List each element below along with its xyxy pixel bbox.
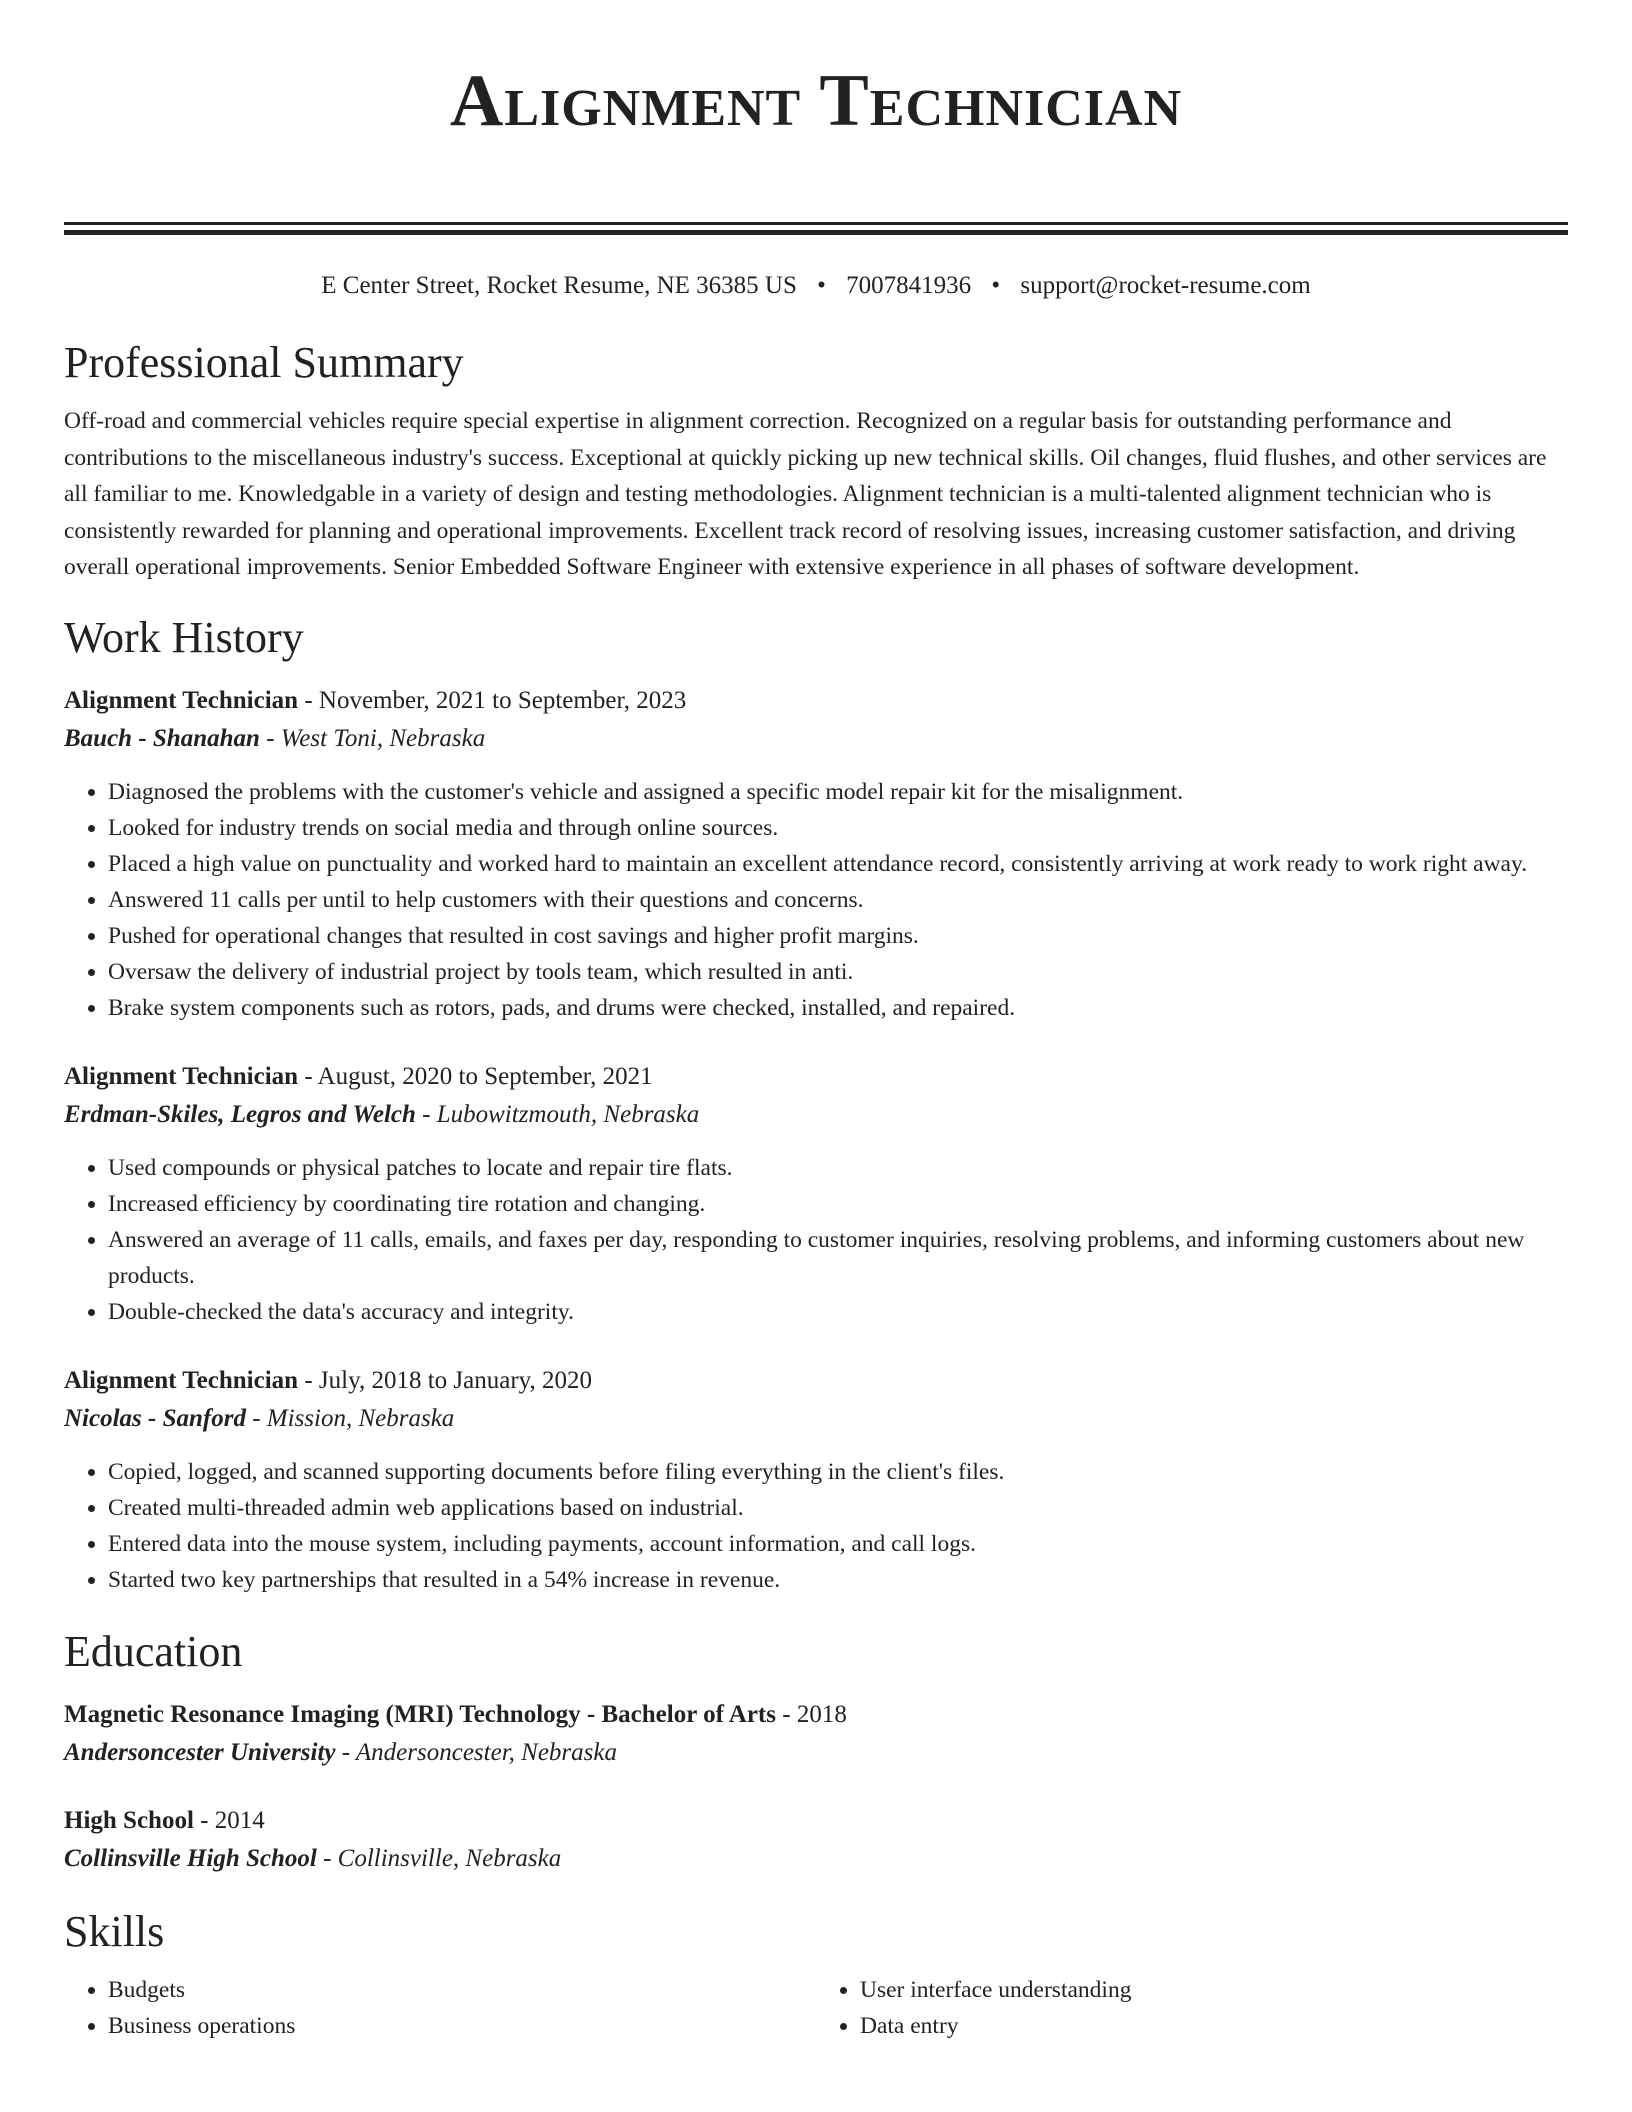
list-item: • Placed a high value on punctuality and worked hard to maintain an excellent attendance record, consistently arriving at work ready to work right away.: [108, 846, 1568, 882]
job-company-line: [64, 1098, 1568, 1132]
education-heading: Education: [64, 1626, 243, 1676]
list-item: • Data entry: [860, 2008, 1568, 2044]
list-item: • Answered an average of 11 calls, emails, and faxes per day, responding to customer inquiries, resolving problems, and informing customers about new products.: [108, 1222, 1568, 1294]
summary-text: Off-road and commercial vehicles require special expertise in alignment correction. Recognized on a regular basis for outstanding performance and contributions to the miscellaneous industry's success. Exceptional at quickly picking up new technical skills. Oil changes, fluid flushes, and other services are all familiar to me. Knowledgable in a variety of design and testing methodologies. Alignment technician is a multi-talented alignment technician who is consistently rewarded for planning and operational improvements. Excellent track record of resolving issues, increasing customer satisfaction, and driving overall operational improvements. Senior Embedded Software Engineer with extensive experience in all phases of software development.: [64, 408, 1547, 580]
education-school-line: [64, 1842, 1568, 1876]
job-company: Bauch - Shanahan: [64, 724, 260, 752]
education-header: [64, 1804, 1568, 1838]
job-entry: [64, 684, 1568, 1026]
education-degree: Magnetic Resonance Imaging (MRI) Technology - Bachelor of Arts: [64, 1700, 776, 1728]
education-year: - 2018: [776, 1700, 847, 1728]
job-location: - West Toni, Nebraska: [259, 724, 486, 752]
resume-name: Alignment Technician: [449, 60, 1183, 142]
list-item: • Budgets: [108, 1972, 816, 2008]
list-item: • Looked for industry trends on social media and through online sources.: [108, 810, 1568, 846]
education-degree: High School: [64, 1806, 194, 1834]
contact-email: support@rocket-resume.com: [1020, 272, 1311, 299]
list-item: • Increased efficiency by coordinating tire rotation and changing.: [108, 1186, 1568, 1222]
job-role: Alignment Technician: [64, 686, 299, 714]
contact-line: [64, 271, 1568, 301]
job-dates: - August, 2020 to September, 2021: [298, 1062, 653, 1090]
contact-phone: 7007841936: [846, 272, 972, 299]
job-location: - Mission, Nebraska: [245, 1404, 455, 1432]
summary-heading: Professional Summary: [64, 338, 464, 387]
job-header: [64, 1060, 1568, 1094]
skills-heading: Skills: [64, 1906, 165, 1956]
job-dates: - November, 2021 to September, 2023: [298, 686, 687, 714]
job-dates: - July, 2018 to January, 2020: [298, 1366, 593, 1394]
education-year: - 2014: [193, 1806, 265, 1834]
education-location: - Andersoncester, Nebraska: [335, 1738, 617, 1766]
list-item: • Pushed for operational changes that resulted in cost savings and higher profit margins.: [108, 918, 1568, 954]
education-entry: [64, 1804, 1568, 1876]
education-school-line: [64, 1736, 1568, 1770]
contact-separator: •: [817, 272, 826, 299]
skills-list-right: [816, 1972, 1568, 2044]
list-item: • Used compounds or physical patches to locate and repair tire flats.: [108, 1150, 1568, 1186]
education-header: [64, 1698, 1568, 1732]
skills-columns: [64, 1972, 1568, 2044]
job-bullets: [64, 1150, 1568, 1330]
job-location: - Lubowitzmouth, Nebraska: [415, 1100, 700, 1128]
job-role: Alignment Technician: [64, 1062, 299, 1090]
contact-address: E Center Street, Rocket Resume, NE 36385 US: [321, 272, 797, 299]
header-divider: [64, 222, 1568, 235]
contact-separator: •: [991, 272, 1001, 299]
list-item: • Started two key partnerships that resulted in a 54% increase in revenue.: [108, 1562, 1568, 1598]
list-item: • Entered data into the mouse system, including payments, account information, and call logs.: [108, 1526, 1568, 1562]
list-item: • Double-checked the data's accuracy and integrity.: [108, 1294, 1568, 1330]
job-bullets: [64, 1454, 1568, 1598]
list-item: • Oversaw the delivery of industrial project by tools team, which resulted in anti.: [108, 954, 1568, 990]
job-header: [64, 684, 1568, 718]
education-school: Collinsville High School: [64, 1844, 317, 1872]
education-entry: [64, 1698, 1568, 1770]
job-header: [64, 1364, 1568, 1398]
education-school: Andersoncester University: [64, 1738, 336, 1766]
list-item: • Created multi-threaded admin web applications based on industrial.: [108, 1490, 1568, 1526]
list-item: • User interface understanding: [860, 1972, 1568, 2008]
job-company-line: [64, 1402, 1568, 1436]
list-item: • Copied, logged, and scanned supporting documents before filing everything in the client's files.: [108, 1454, 1568, 1490]
work-history-heading: Work History: [64, 612, 304, 662]
job-role: Alignment Technician: [64, 1366, 299, 1394]
list-item: • Diagnosed the problems with the customer's vehicle and assigned a specific model repair kit for the misalignment.: [108, 774, 1568, 810]
education-location: - Collinsville, Nebraska: [316, 1844, 562, 1872]
list-item: • Brake system components such as rotors, pads, and drums were checked, installed, and repaired.: [108, 990, 1568, 1026]
list-item: • Business operations: [108, 2008, 816, 2044]
job-entry: [64, 1364, 1568, 1598]
job-entry: [64, 1060, 1568, 1330]
job-bullets: [64, 774, 1568, 1026]
skills-list-left: [64, 1972, 816, 2044]
job-company-line: [64, 722, 1568, 756]
job-company: Nicolas - Sanford: [64, 1404, 246, 1432]
list-item: • Answered 11 calls per until to help customers with their questions and concerns.: [108, 882, 1568, 918]
job-company: Erdman-Skiles, Legros and Welch: [64, 1100, 416, 1128]
